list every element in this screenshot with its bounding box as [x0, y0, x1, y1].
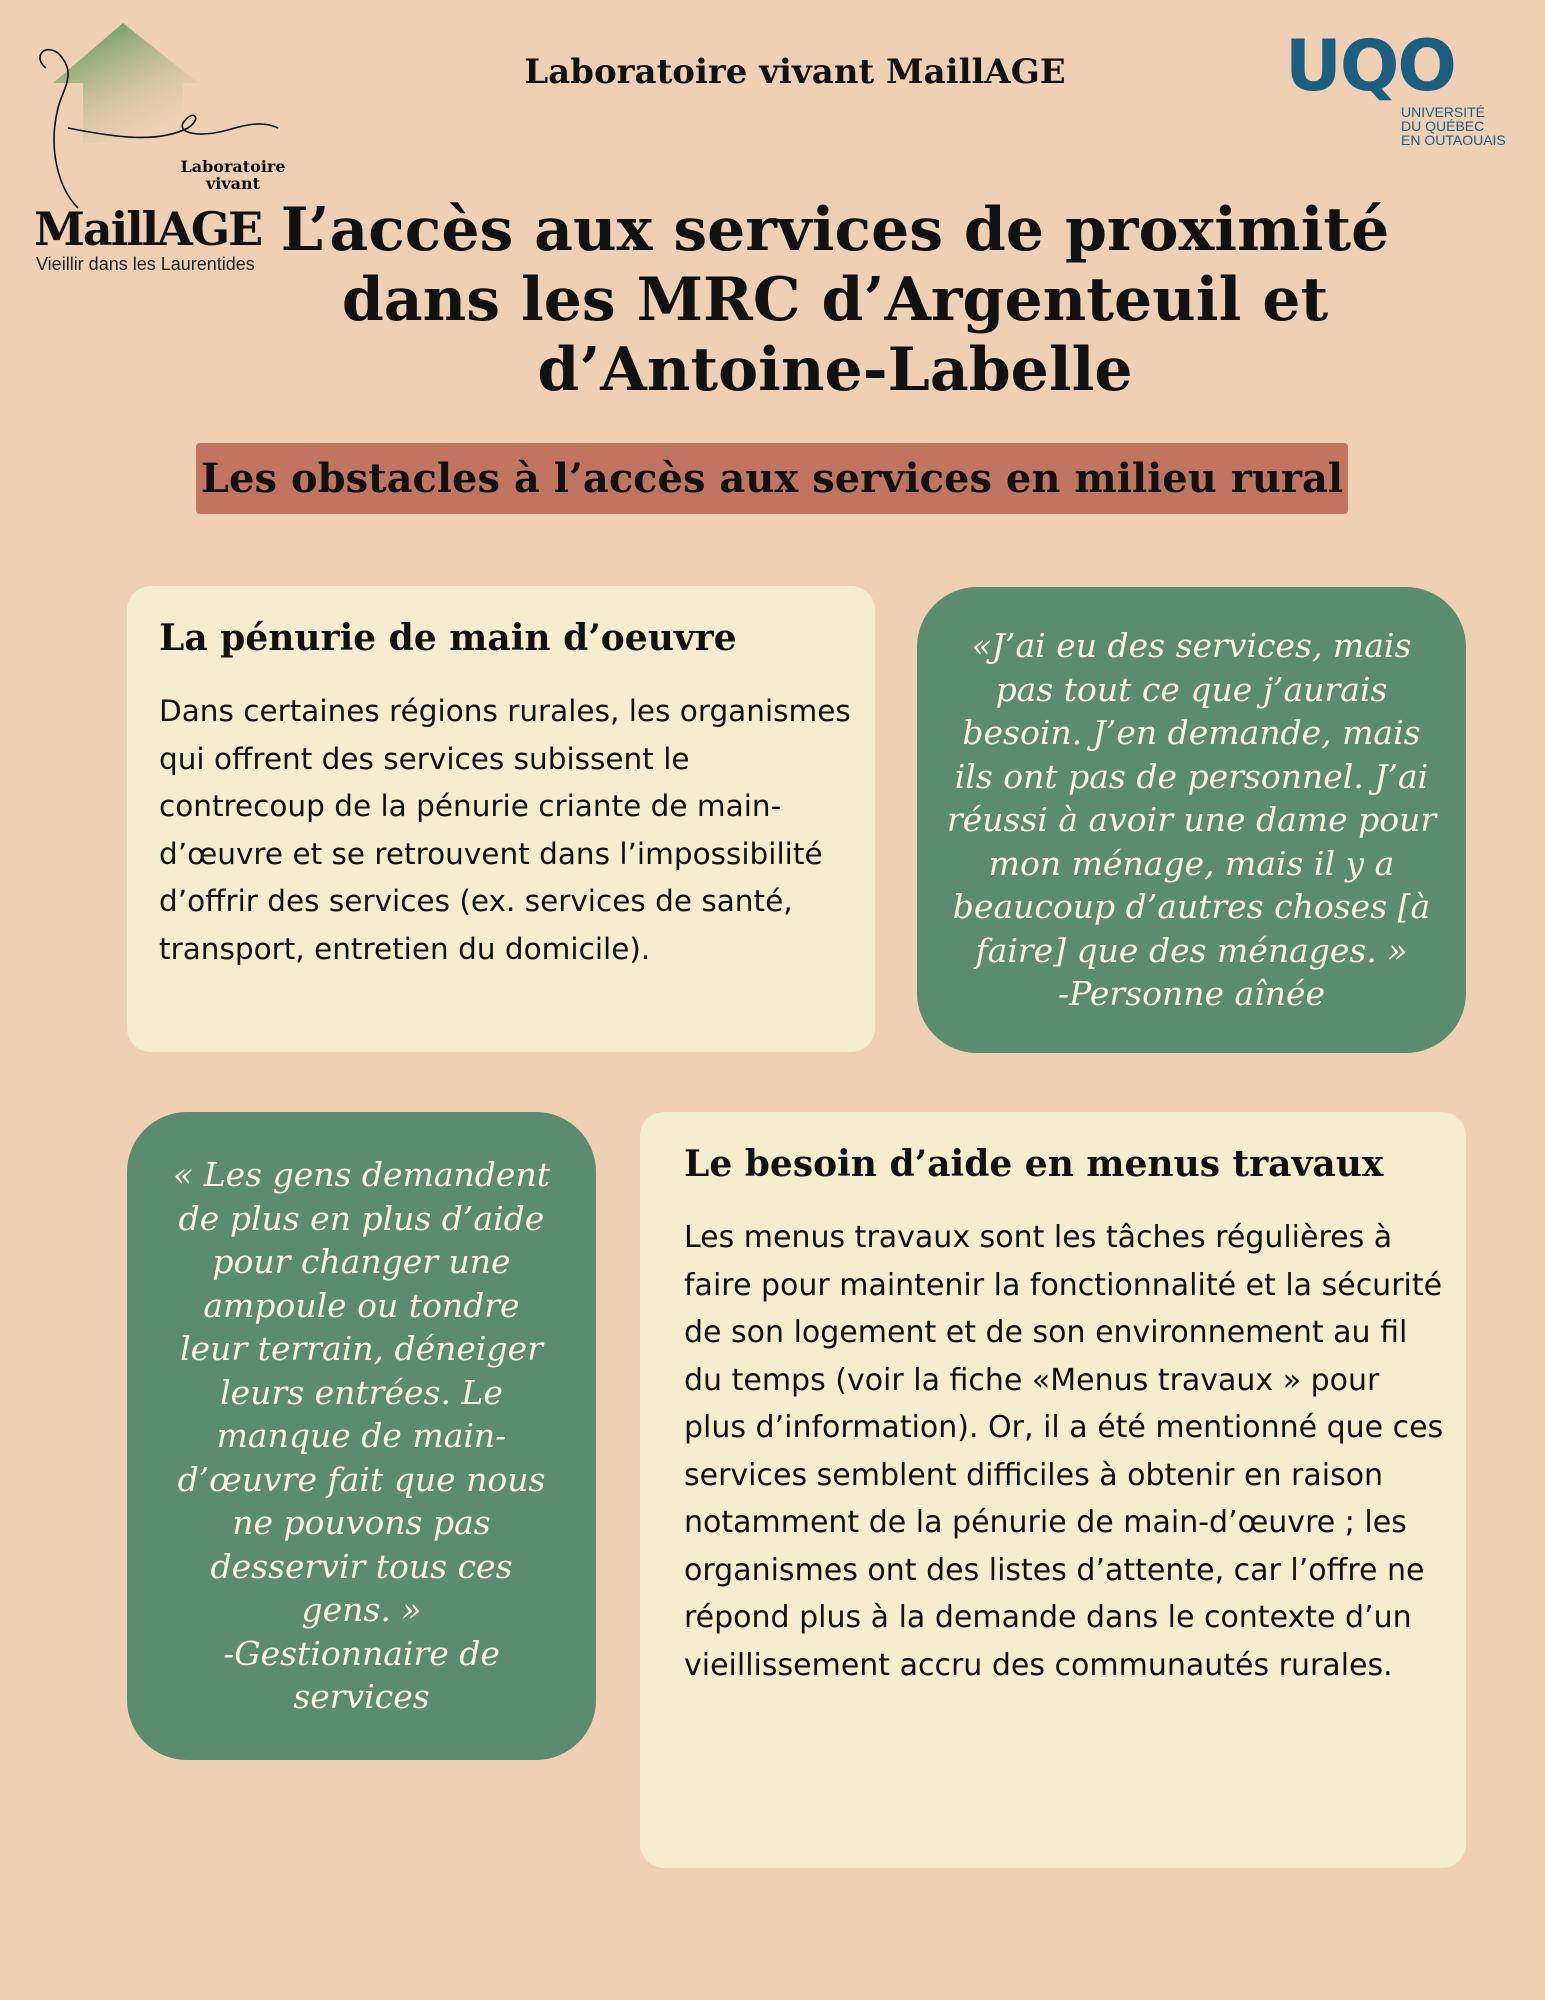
card-body: Les menus travaux sont les tâches régulières à faire pour maintenir la fonctionnalité et la sécurité de son logement et de son environnement au fil du temps (voir la fiche «Menus travaux » pour plus d’information). Or, il a été mentionné que ces services semblent difficiles à obtenir en raison notamment de la pénurie de main-d’œuvre ; les organismes ont des listes d’attente, car l’offre ne répond plus à la demande dans le contexte d’un vieillissement accru des communautés rurales.	[684, 1220, 1444, 1683]
quote-personne-ainee	[917, 587, 1466, 1053]
page-title: L’accès aux services de proximité dans les MRC d’Argenteuil et d’Antoine-Labelle	[280, 195, 1390, 405]
card-heading: Le besoin d’aide en menus travaux	[684, 1143, 1384, 1185]
logo-tagline: Vieillir dans les Laurentides	[36, 254, 255, 274]
logo-label: Laboratoire vivant	[180, 157, 286, 193]
card-menus-travaux	[640, 1112, 1466, 1868]
quote-text: «J’ai eu des services, mais pas tout ce que j’aurais besoin. J’en demande, mais ils ont pas de personnel. J’ai réussi à avoir une dame pour mon ménage, mais il y a beaucoup d’autres choses [à faire] que des ménages. » -Personne aînée	[946, 626, 1437, 1014]
quote-text: « Les gens demandent de plus en plus d’aide pour changer une ampoule ou tondre leur terrain, déneiger leurs entrées. Le manque de main- d’œuvre fait que nous ne pouvons pas desservir tous ces gens. » -Gestionnaire de services	[173, 1155, 550, 1717]
card-body: Dans certaines régions rurales, les organismes qui offrent des services subissent le contrecoup de la pénurie criante de main-d’œuvre et se retrouvent dans l’impossibilité d’offrir des services (ex. services de santé, transport, entretien du domicile).	[159, 694, 851, 966]
card-penurie	[127, 586, 875, 1052]
uqo-subtitle: UNIVERSITÉ DU QUÉBEC EN OUTAOUAIS	[1401, 104, 1506, 148]
section-banner: Les obstacles à l’accès aux services en milieu rural	[196, 443, 1348, 514]
quote-gestionnaire	[127, 1112, 596, 1760]
header-label: Laboratoire vivant MaillAGE	[524, 52, 1066, 92]
card-heading: La pénurie de main d’oeuvre	[159, 617, 737, 659]
logo-name: MaillAGE	[34, 202, 262, 256]
uqo-logo	[1283, 25, 1523, 155]
uqo-mark: UQO	[1285, 25, 1455, 107]
